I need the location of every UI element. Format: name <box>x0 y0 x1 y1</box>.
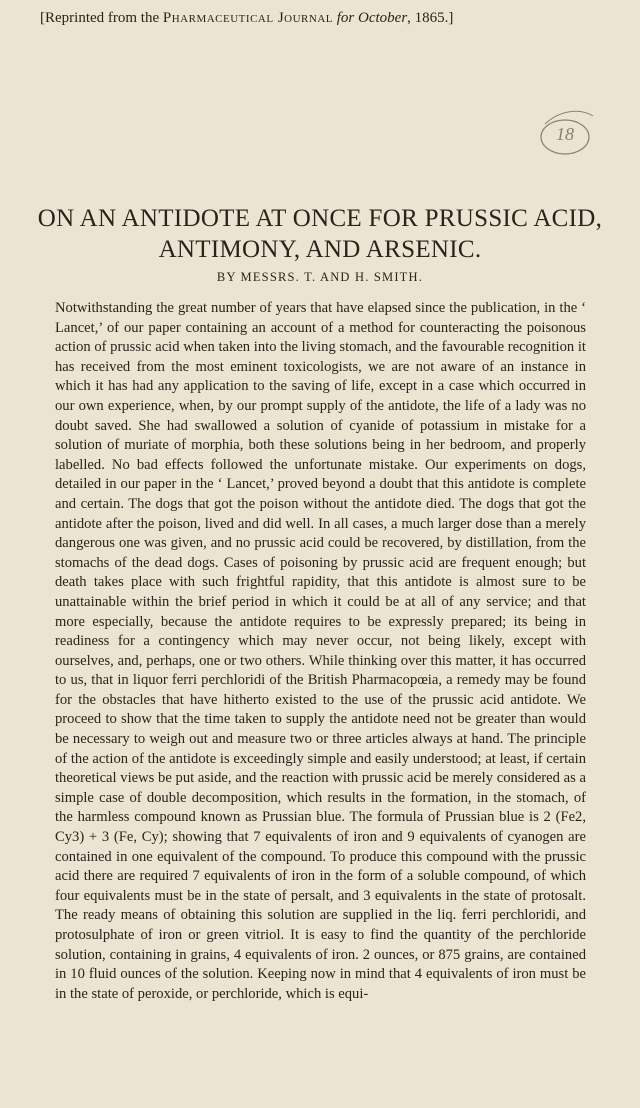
library-stamp <box>535 110 595 160</box>
issue-month: October <box>358 10 408 26</box>
journal-name: Pharmaceutical Journal <box>162 10 333 26</box>
article-body: Notwithstanding the great number of years that have elapsed since the publication, in the ‘ Lancet,’ of our paper containing an account of a method for counteracting the poisonous action of prussic acid when taken into the living stomach, and the favourable recognition it has received from the most eminent toxicologists, we are not aware of an instance in which it has had any application to the saving of life, except in a case which occurred in our own experience, when, by our prompt supply of the antidote, the life of a lady was no doubt saved. She had swallowed a solution of cyanide of potassium in mistake for a solution of muriate of morphia, both these solutions being in her bedroom, and properly labelled. No bad effects followed the unfortunate mistake. Our experiments on dogs, detailed in our paper in the ‘ Lancet,’ proved beyond a doubt that this antidote is complete and certain. The dogs that got the poison without the antidote died. The dogs that got the antidote after the poison, lived and did well. In all cases, a much larger dose than a merely dangerous one was given, and no prussic acid could be recovered, by distillation, from the stomachs of the dead dogs. Cases of poisoning by prussic acid are frequent enough; but death takes place with such frightful rapidity, that this antidote is almost sure to be unattainable within the brief period in which it could be at all of any service; and that more especially, because the antidote requires to be expressly prepared; its being in readiness for a contingency which may never occur, not being likely, except with ourselves, and, perhaps, one or two others. While thinking over this matter, it has occurred to us, that in liquor ferri perchloridi of the British Pharmacopœia, a remedy may be found for the obstacles that have hitherto existed to the use of the prussic acid antidote. We proceed to show that the time taken to supply the antidote need not be greater than would be necessary to weigh out and measure two or three articles always at hand. The principle of the action of the antidote is exceedingly simple and easily understood; at least, if certain theoretical views be put aside, and the reaction with prussic acid be merely considered as a simple case of double decomposition, which results in the formation, in the stomach, of the harmless compound known as Prussian blue. The formula of Prussian blue is 2 (Fe2, Cy3) + 3 (Fe, Cy); showing that 7 equivalents of iron and 9 equivalents of cyanogen are contained in one equivalent of the compound. To produce this compound with the prussic acid there are required 7 equivalents of iron in the form of a soluble compound, of which four equivalents must be in the state of persalt, and 3 equivalents in the state of protosalt. The ready means of obtaining this solution are supplied in the liq. ferri perchloridi, and protosulphate of iron or green vitriol. It is easy to find the quantity of the perchloride solution, containing in grains, 4 equivalents of iron. 2 ounces, or 875 grains, are contained in 10 fluid ounces of the solution. Keeping now in mind that 4 equivalents of iron must be in the state of peroxide, or perchloride, which is equi- <box>55 300 586 1002</box>
reprint-prefix: [Reprinted from the <box>40 10 163 26</box>
stamp-number: 18 <box>556 124 574 144</box>
article-title: ON AN ANTIDOTE AT ONCE FOR PRUSSIC ACID, ANTIMONY, AND ARSENIC. <box>37 205 603 263</box>
issue-year: , 1865.] <box>407 10 454 26</box>
reprint-header <box>40 8 600 28</box>
for-word: for <box>332 10 358 26</box>
article-byline: BY MESSRS. T. AND H. SMITH. <box>216 270 424 284</box>
